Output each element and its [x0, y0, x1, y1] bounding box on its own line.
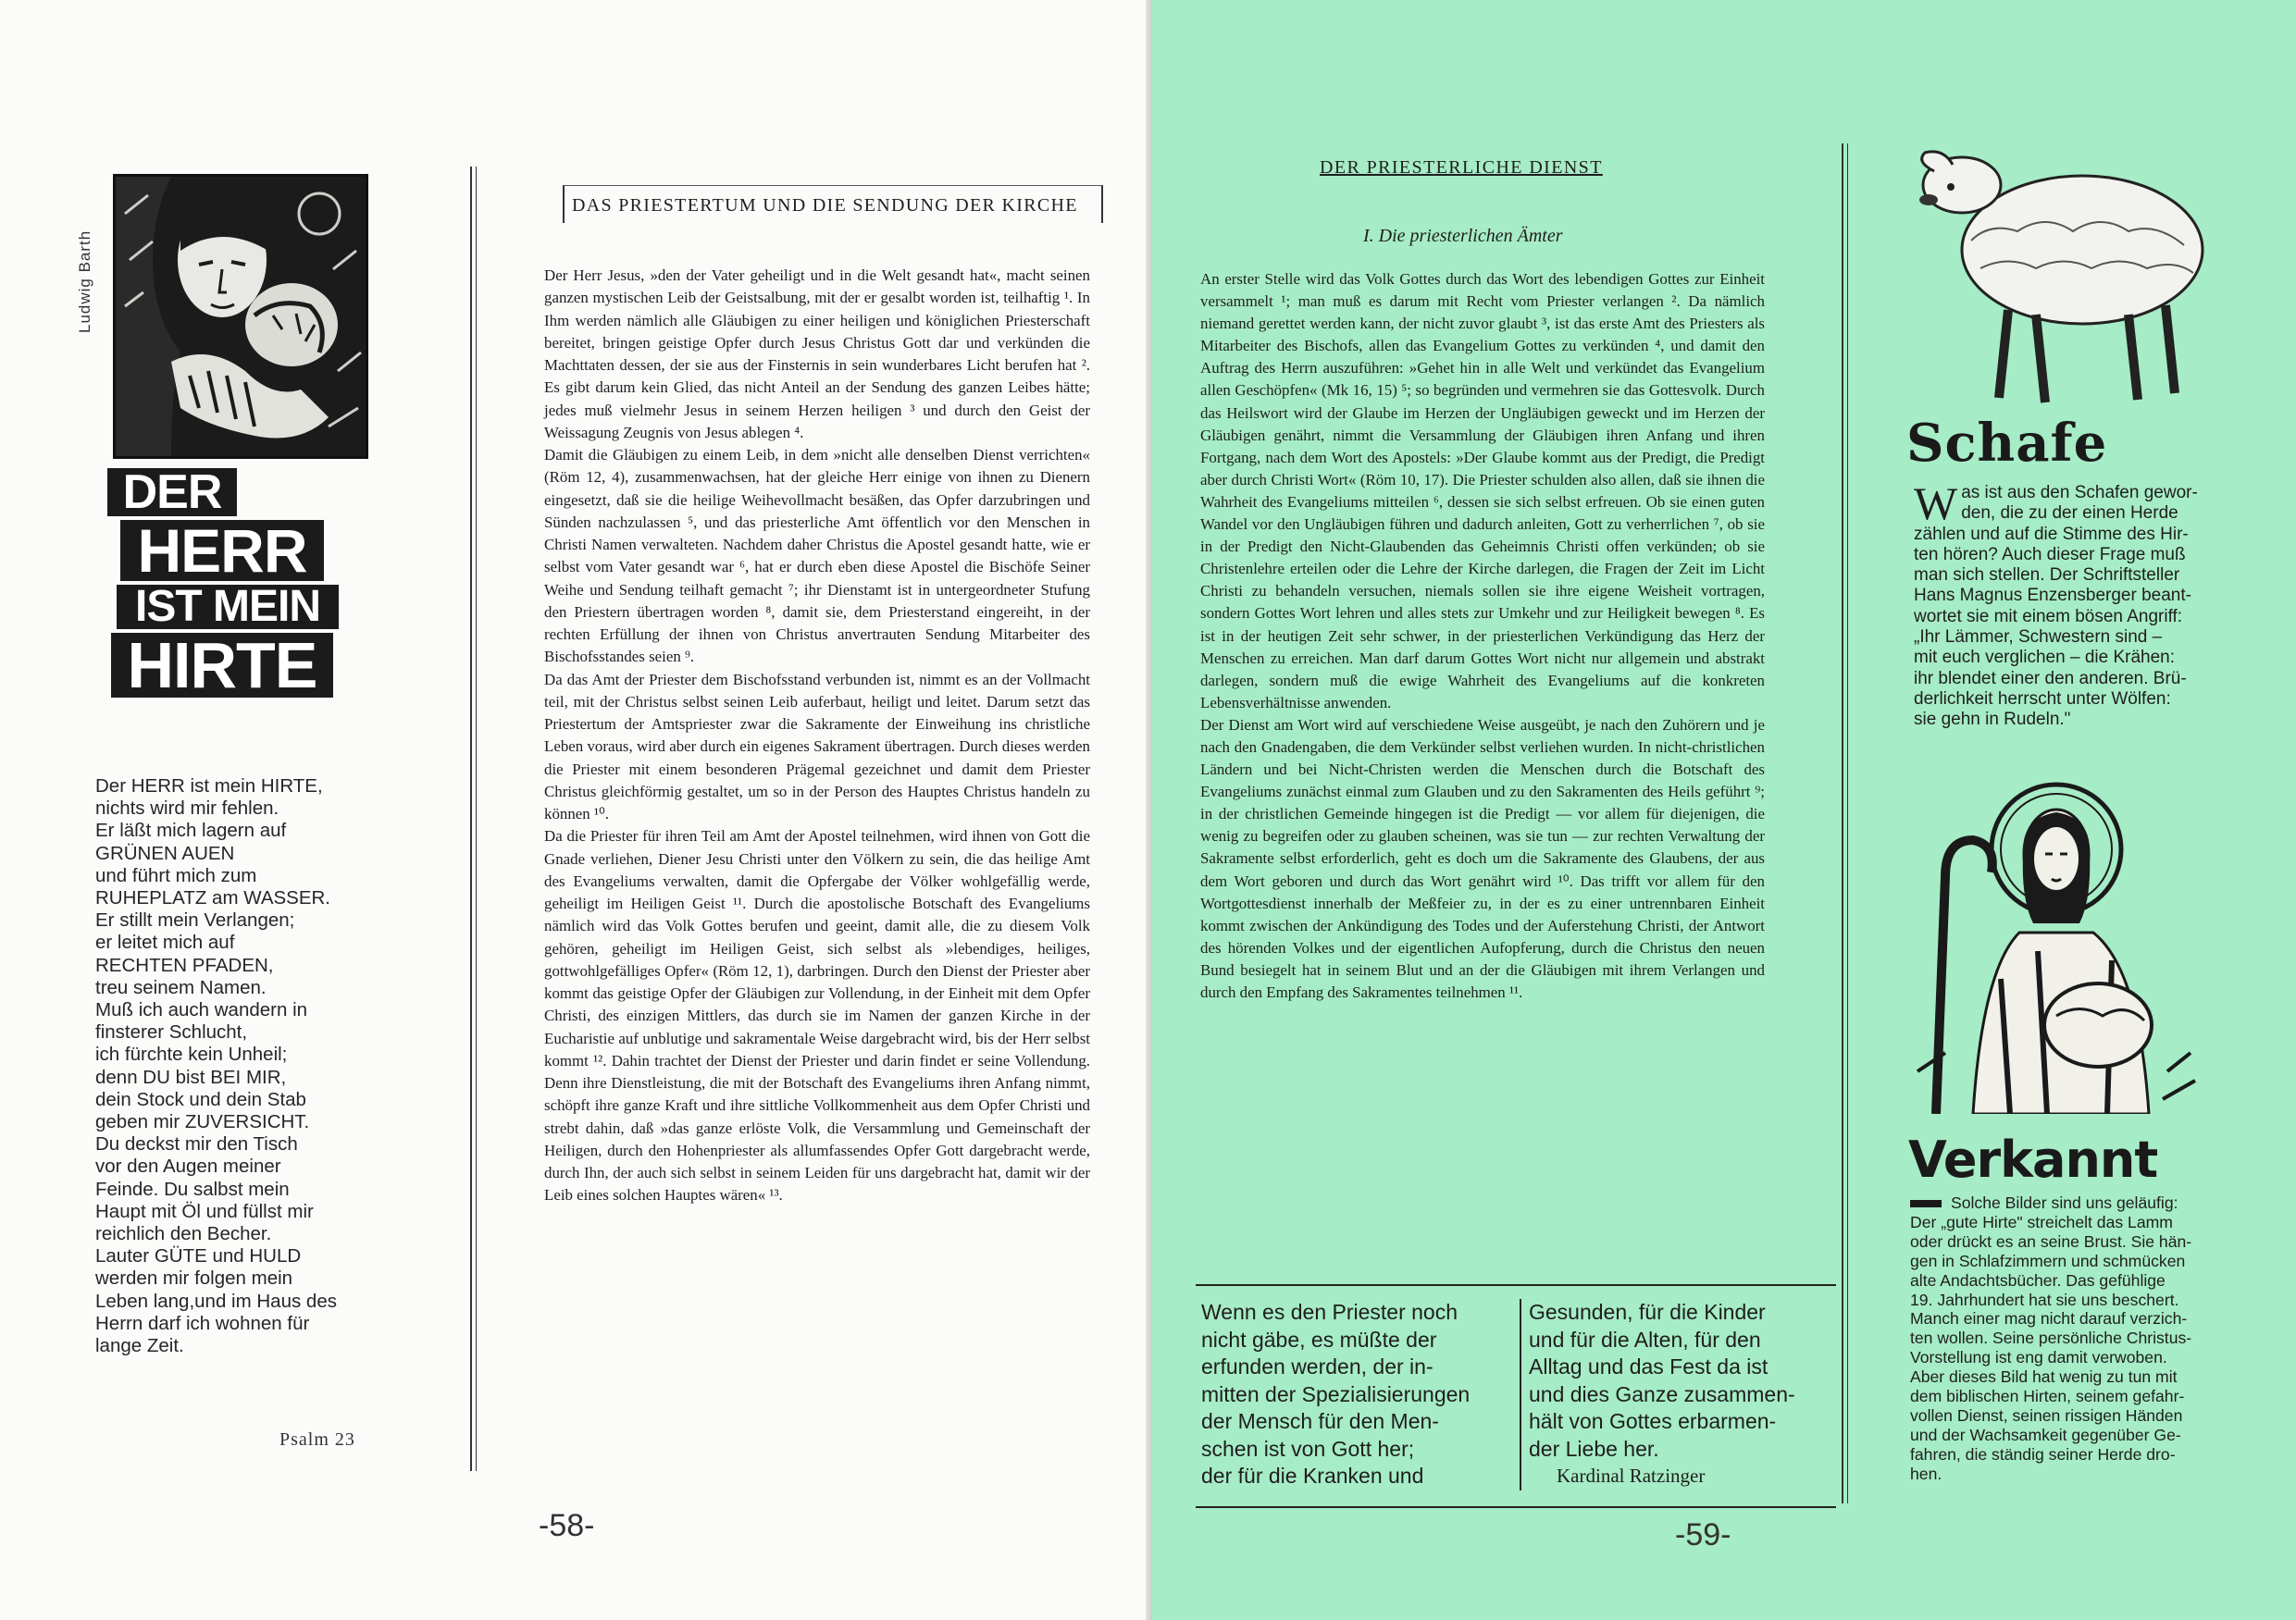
psalm-line: Haupt mit Öl und füllst mir — [95, 1200, 314, 1222]
psalm-line: finsterer Schlucht, — [95, 1021, 248, 1044]
title-line-1: DER — [107, 468, 237, 516]
schafe-line: ten hören? Auch dieser Frage muß — [1914, 544, 2186, 564]
right-article-body — [1200, 268, 1765, 1004]
psalm-line: Feinde. Du salbst mein — [95, 1178, 290, 1200]
schafe-line: „Ihr Lämmer, Schwestern sind – — [1914, 627, 2163, 648]
schafe-line: zählen und auf die Stimme des Hir- — [1914, 524, 2189, 544]
verkannt-line: Aber dieses Bild hat wenig zu tun mit — [1910, 1367, 2178, 1387]
schafe-heading: Schafe — [1906, 413, 2108, 474]
page-number-left: -58- — [539, 1508, 595, 1543]
schafe-text — [1914, 477, 2219, 731]
psalm-line: nichts wird mir fehlen. — [95, 798, 279, 820]
psalm-line: vor den Augen meiner — [95, 1156, 281, 1178]
psalm-line: lange Zeit. — [95, 1335, 184, 1357]
verkannt-heading: Verkannt — [1908, 1131, 2158, 1189]
psalm-line: treu seinem Namen. — [95, 976, 267, 998]
psalm-line: Lauter GÜTE und HULD — [95, 1245, 302, 1268]
article-body — [544, 265, 1090, 1207]
quote-line: mitten der Spezialisierungen — [1201, 1381, 1471, 1406]
verkannt-line: oder drückt es an seine Brust. Sie hän- — [1910, 1231, 2192, 1251]
verkannt-line: fahren, die ständig seiner Herde dro- — [1910, 1444, 2176, 1464]
verkannt-line: 19. Jahrhundert hat sie uns beschert. — [1910, 1290, 2179, 1309]
psalm-23-text — [95, 775, 373, 1357]
quote-line: Wenn es den Priester noch — [1201, 1300, 1458, 1324]
psalm-line: RECHTEN PFADEN, — [95, 954, 274, 976]
psalm-line: denn DU bist BEI MIR, — [95, 1066, 287, 1088]
schafe-line: Hans Magnus Enzensberger beant- — [1914, 586, 2191, 606]
psalm-line: Er stillt mein Verlangen; — [95, 909, 295, 932]
sheep-illustration — [1906, 139, 2221, 416]
psalm-line: RUHEPLATZ am WASSER. — [95, 887, 331, 909]
right-subheading: I. Die priesterlichen Ämter — [1363, 226, 1563, 246]
right-paragraph: Der Dienst am Wort wird auf verschiedene Weise ausgeübt, je nach den Zuhörern und je nach den Gnadengaben, die dem Verkünder selbst verliehen wurden. In nicht-christlichen Ländern und bei Nicht-Christen werden die Menschen durch die Botschaft des Evangeliums zunächst einmal zum Glauben und zu den Sakramenten des Heils geführt ⁹; in der christlichen Gemeinde hingegen ist die Predigt — vor allem für diejenigen, die wenig zu begreifen oder zu glauben scheinen, was sie tun — zur rechten Verwaltung der Sakramente selbst erforderlich, geht es doch um die Sakramente des Glaubens, der aus dem Wort geboren und durch das Wort genährt wird ¹⁰. Das trifft vor allem für den Wortgottesdienst innerhalb der Meßfeier zu, in der es zu einer untrennbaren Einheit kommt zwischen der Ankündigung des Todes und der Auferstehung Christi, der Antwort des hörenden Volkes und der eigentlichen Aufopferung, durch die Christus den neuen Bund besiegelt hat in seinem Blut und an der die Gläubigen mit ihrem Verlangen und durch den Empfang des Sakramentes teilnehmen ¹¹. — [1200, 715, 1765, 1001]
quote-author: Kardinal Ratzinger — [1557, 1465, 1706, 1487]
column-divider — [1842, 143, 1843, 1503]
schafe-line: ihr blendet einer den anderen. Brü- — [1914, 668, 2187, 688]
verkannt-first-line: Solche Bilder sind uns geläufig: — [1951, 1193, 2178, 1212]
verkannt-line: ten wollen. Seine persönliche Christus- — [1910, 1329, 2192, 1348]
column-divider — [1847, 143, 1848, 1503]
psalm-line: und führt mich zum — [95, 864, 257, 886]
psalm-line: Leben lang,und im Haus des — [95, 1290, 337, 1312]
psalm-line: reichlich den Becher. — [95, 1223, 272, 1245]
column-divider — [470, 167, 472, 1471]
article-title: DAS PRIESTERTUM UND DIE SENDUNG DER KIRCHE — [572, 195, 1078, 216]
ratzinger-quote — [1196, 1284, 1836, 1508]
article-paragraph: Der Herr Jesus, »den der Vater geheiligt und in die Welt gesandt hat«, macht seinen ganzen mystischen Leib der Geistsalbung, mit der er gesalbt worden ist, teilhaftig ¹. In Ihm werden nämlich alle Gläubigen zu einer heiligen und königlichen Priesterschaft bereitet, bringen geistige Opfer durch Jesus Christus Gott dar und verkünden die Machttaten dessen, der sie aus der Finsternis in sein wunderbares Licht berufen hat ². Es gibt darum kein Glied, das nicht Anteil an der Sendung des ganzen Leibes hätte; jedes muß vielmehr Jesus in seinem Herzen heiligen ³ und durch den Geist der Weissagung Zeugnis von Jesus ablegen ⁴. — [544, 266, 1090, 441]
psalm-line: Du deckst mir den Tisch — [95, 1133, 298, 1156]
psalm-line: er leitet mich auf — [95, 932, 235, 954]
verkannt-line: vollen Dienst, seinen rissigen Händen — [1910, 1405, 2183, 1425]
verkannt-text — [1910, 1193, 2206, 1484]
verkannt-line: Manch einer mag nicht darauf verzich- — [1910, 1309, 2188, 1329]
title-line-3: IST MEIN — [117, 585, 339, 629]
psalm-line: ich fürchte kein Unheil; — [95, 1044, 288, 1066]
bullet-bar — [1910, 1200, 1942, 1207]
verkannt-line: gen in Schlafzimmern und schmücken — [1910, 1251, 2186, 1270]
article-paragraph: Da das Amt der Priester dem Bischofsstand verbunden ist, nimmt es an der Vollmacht teil, mit der Christus selbst seinen Leib auferbaut, heiligt und leitet. Darum setzt das Priestertum der Amtspriester zwar die Sakramente der Einweihung ins christliche Leben voraus, wird aber durch ein eigenes Sakrament übertragen. Durch dieses werden die Priester mit einem besonderen Prägemal gezeichnet und damit dem Priester Christus gleichförmig gestaltet, um so in der Person des Hauptes Christus handeln zu können ¹⁰. — [544, 670, 1090, 822]
artist-credit: Ludwig Barth — [76, 229, 93, 333]
page-number-right: -59- — [1675, 1517, 1731, 1552]
quote-line: und für die Alten, für den — [1529, 1327, 1761, 1352]
schafe-line: as ist aus den Schafen gewor- — [1961, 483, 2198, 502]
quote-line: schen ist von Gott her; — [1201, 1436, 1415, 1461]
woodcut-title — [107, 465, 357, 718]
article-paragraph: Da die Priester für ihren Teil am Amt der Apostel teilnehmen, wird ihnen von Gott die Gnade verliehen, Diener Jesu Christi unter den Völkern zu sein, die das heilige Amt des Evangeliums verwalten, damit die Opfergabe der Völker wohlgefällig werde, geheiligt im Heiligen Geist ¹¹. Durch die apostolische Botschaft des Evangeliums nämlich wird das Volk Gottes berufen und geeint, damit alle, die zu diesem Volk gehören, geheiligt im Heiligen Geist, sich selbst als »lebendiges, heiliges, gottwohlgefälliges Opfer« (Röm 12, 1), darbringen. Durch den Dienst der Priester aber kommt das geistige Opfer der Gläubigen zur Vollendung, in der Einheit mit dem Opfer Christi, des einzigen Mittlers, das durch sie im Namen der ganzen Kirche in der Eucharistie auf unblutige und sakramentale Weise dargebracht wird, bis der Herr selbst kommt ¹². Dahin trachtet der Dienst der Priester und darin findet er seine Vollendung. Denn ihre Dienstleistung, die mit der Botschaft des Evangeliums ihren Anfang nimmt, schöpft ihre ganze Kraft und ihre sittliche Vollkommenheit aus dem Opfer Christi und strebt dahin, daß »das ganze erlöste Volk, die Versammlung und Gemeinschaft der Heiligen, durch den Hohenpriester als allumfassendes Opfer Gott dargebracht werde, durch Ihn, der auch sich selbst in seinem Leiden für uns dargebracht hat, damit wir der Leib eines solchen Hauptes wären« ¹³. — [544, 827, 1090, 1205]
schafe-line: derlichkeit herrscht unter Wölfen: — [1914, 688, 2171, 709]
quote-line: der Liebe her. — [1529, 1436, 1659, 1461]
psalm-line: geben mir ZUVERSICHT. — [95, 1111, 310, 1133]
verkannt-line: dem biblischen Hirten, seinem gefahr- — [1910, 1387, 2185, 1406]
schafe-line: mit euch verglichen – die Krähen: — [1914, 648, 2175, 668]
quote-line: und dies Ganze zusammen- — [1529, 1381, 1795, 1406]
verkannt-line: alte Andachtsbücher. Das gefühlige — [1910, 1270, 2166, 1290]
verkannt-line: Vorstellung ist eng damit verwoben. — [1910, 1348, 2167, 1367]
psalm-line: dein Stock und dein Stab — [95, 1088, 306, 1110]
woodcut-illustration — [116, 177, 366, 456]
psalm-line: werden mir folgen mein — [95, 1268, 293, 1290]
quote-line: erfunden werden, der in- — [1201, 1354, 1433, 1379]
title-line-2: HERR — [120, 520, 324, 581]
title-line-4: HIRTE — [111, 633, 333, 698]
psalm-line: GRÜNEN AUEN — [95, 842, 235, 864]
schafe-line: wortet sie mit einem bösen Angriff: — [1914, 606, 2183, 626]
verkannt-line: und der Wachsamkeit gegenüber Ge- — [1910, 1425, 2181, 1444]
psalm-reference: Psalm 23 — [279, 1429, 355, 1450]
good-shepherd-illustration — [1908, 766, 2203, 1114]
schafe-lines — [1914, 477, 2219, 731]
right-paragraph: An erster Stelle wird das Volk Gottes durch das Wort des lebendigen Gottes zur Einheit versammelt ¹; man muß es darum mit Recht vom Priester verlangen ². Da nämlich niemand gerettet werden kann, der nicht zuvor glaubt ³, ist das erste Amt des Priesters als Mitarbeiter des Bischofs, allen das Evangelium Gottes zu verkünden ⁴, und damit den Auftrag des Herrn auszuführen: »Gehet hin in alle Welt und verkündet das Evangelium allen Geschöpfen« (Mk 16, 15) ⁵; so begründen und vermehren sie das Gottesvolk. Durch das Heilswort wird der Glaube im Herzen der Ungläubigen geweckt und im Herzen der Gläubigen genährt, nimmt die Versammlung der Gläubigen ihren Anfang und ihren Fortgang, nach dem Wort des Apostels: »Der Glaube kommt aus der Predigt, die Predigt aber durch Christi Wort« (Röm 10, 17). Die Priester schulden also allen, daß sie ihnen die Wahrheit des Evangeliums mitteilen ⁶, dessen sie sich selbst erfreuen. Ob sie einen guten Wandel vor den Ungläubigen führen und dadurch anleiten, Gott zu verherrlichen ⁷, ob sie in der Predigt den Nicht-Glaubenden das Geheimnis Christi offen verkünden; ob sie Christenlehre erteilen oder die Lehre der Kirche darlegen, die Fragen der Zeit im Licht Christi zu behandeln versuchen, niemals sollen sie ihre eigene Weisheit vortragen, sondern Gottes Wort lehren und alles stets zur Umkehr und zur Heiligkeit bewegen ⁸. Es ist in der heutigen Zeit sehr schwer, in der priesterlichen Verkündigung das Herz der Menschen zu erreichen. Man darf darum Gottes Wort nicht nur allgemein und abstrakt darlegen, sondern muß die ewige Wahrheit des Evangeliums auf die konkreten Lebensverhältnisse anwenden. — [1200, 270, 1765, 711]
woodcut-shepherd-image — [113, 174, 368, 459]
article-title-box — [563, 185, 1103, 223]
article-paragraph: Damit die Gläubigen zu einem Leib, in dem »nicht alle denselben Dienst verrichten« (Röm 12, 4), zusammenwachsen, hat der gleiche Herr einige von ihnen zu Dienern eingesetzt, daß sie die heilige Weihevollmacht besäßen, das Opfer darzubringen und Sünden nachzulassen ⁵, und das priesterliche Amt öffentlich vor den Menschen in Christi Namen verwalteten. Nachdem daher Christus die Apostel gesandt hatte, wie er selbst vom Vater gesandt war ⁶, hat er durch eben diese Apostel die Bischöfe Seiner Weihe und Sendung teilhaft gemacht ⁷; ihr Dienstamt ist in untergeordneter Stufung den Priestern übertragen worden ⁸, damit sie, dem Priesterstand eingereiht, in der rechten Erfüllung der ihnen von Christus anvertrauten Sendung Mitarbeiter des Bischofsstandes seien ⁹. — [544, 446, 1090, 666]
psalm-line: Herrn darf ich wohnen für — [95, 1312, 310, 1334]
quote-line: hält von Gottes erbarmen- — [1529, 1409, 1777, 1433]
psalm-line: Der HERR ist mein HIRTE, — [95, 775, 323, 797]
psalm-line: Muß ich auch wandern in — [95, 999, 308, 1021]
quote-line: der Mensch für den Men- — [1201, 1409, 1439, 1433]
schafe-line: man sich stellen. Der Schriftsteller — [1914, 565, 2180, 586]
psalm-line: Er läßt mich lagern auf — [95, 820, 287, 842]
schafe-line: sie gehn in Rudeln." — [1914, 710, 2071, 730]
quote-line: Gesunden, für die Kinder — [1529, 1300, 1766, 1324]
quote-left-column — [1201, 1299, 1507, 1490]
verkannt-line: hen. — [1910, 1464, 1942, 1483]
quote-line: Alltag und das Fest da ist — [1529, 1354, 1769, 1379]
schafe-line: den, die zu der einen Herde — [1961, 503, 2178, 524]
verkannt-line — [1910, 1193, 2206, 1213]
column-divider — [476, 167, 477, 1471]
quote-right-column — [1520, 1299, 1834, 1490]
quote-line: der für die Kranken und — [1201, 1464, 1424, 1488]
verkannt-line: Der „gute Hirte" streichelt das Lamm — [1910, 1212, 2173, 1231]
right-heading: DER PRIESTERLICHE DIENST — [1320, 157, 1603, 178]
drop-cap: W — [1914, 477, 1958, 529]
quote-line: nicht gäbe, es müßte der — [1201, 1327, 1437, 1352]
